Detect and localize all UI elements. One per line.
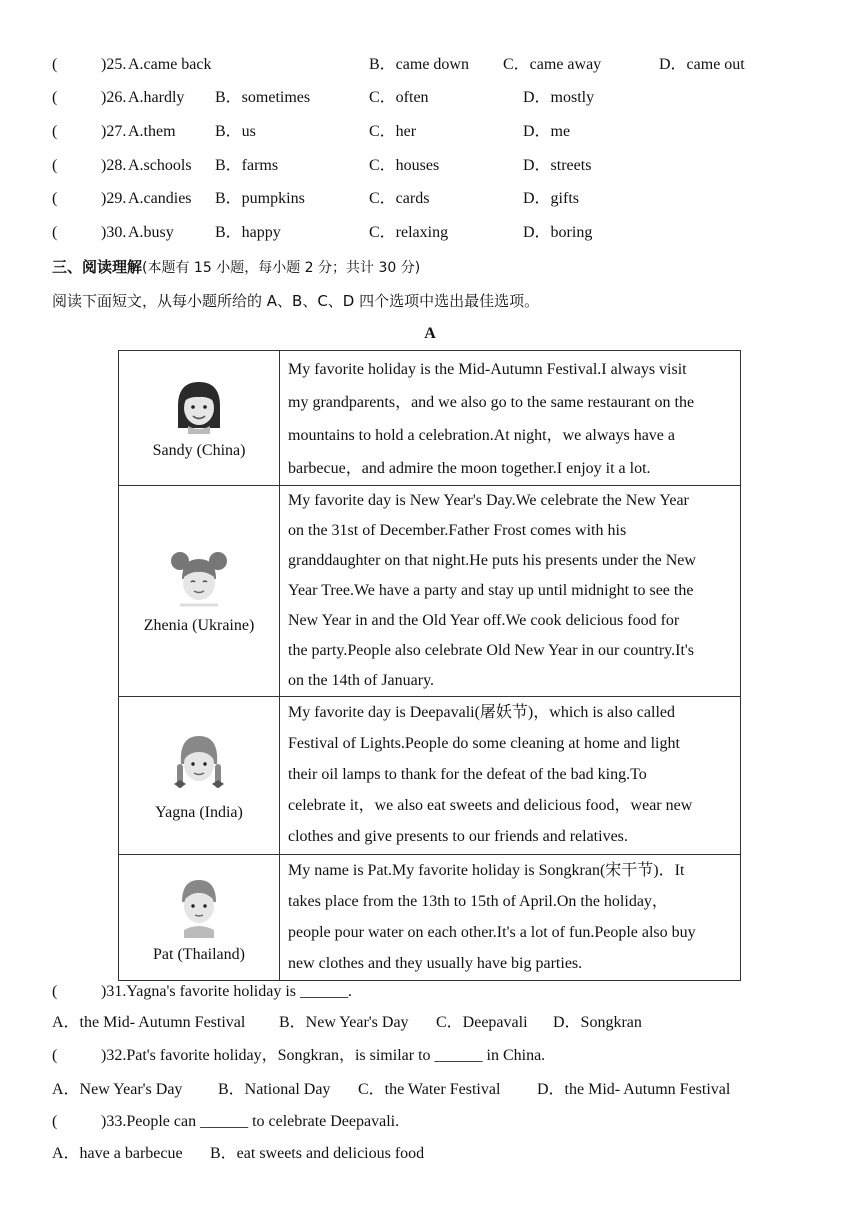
option-b: B．came down xyxy=(369,56,469,73)
passage-line: Year Tree.We have a party and stay up until midnight to see the xyxy=(288,582,694,599)
option-c: C．houses xyxy=(369,157,440,174)
option-c: C．her xyxy=(369,123,417,140)
option-c: C．cards xyxy=(369,190,430,207)
option-a: A.them xyxy=(128,123,176,140)
question-number: )29. xyxy=(101,190,127,207)
option-a: A.candies xyxy=(128,190,192,207)
option-a: A.schools xyxy=(128,157,192,174)
section-points: (本题有 15 小题，每小题 2 分；共计 30 分) xyxy=(142,260,421,276)
option-c: C．came away xyxy=(503,56,602,73)
passage-line: My favorite holiday is the Mid-Autumn Festival.I always visit xyxy=(288,361,687,378)
section-instruction: 阅读下面短文，从每小题所给的 A、B、C、D 四个选项中选出最佳选项。 xyxy=(52,292,540,310)
option-c: C．the Water Festival xyxy=(358,1081,501,1098)
option-b: B．pumpkins xyxy=(215,190,305,207)
option-d: D．me xyxy=(523,123,571,140)
passage-text xyxy=(280,486,741,697)
person-name: Pat (Thailand) xyxy=(153,945,245,963)
option-a: A.came back xyxy=(128,56,212,73)
question-number: )26. xyxy=(101,89,127,106)
passage-line: on the 14th of January. xyxy=(288,672,435,689)
passage-line: mountains to hold a celebration.At night，we always have a xyxy=(288,427,676,444)
person-cell xyxy=(119,855,280,981)
passage-line: My favorite day is Deepavali(屠妖节)，which is also called xyxy=(288,704,676,721)
reading-table xyxy=(118,350,741,981)
passage-line: My name is Pat.My favorite holiday is Songkran(宋干节)．It xyxy=(288,862,685,879)
answer-paren[interactable]: ( xyxy=(52,1113,58,1130)
option-b: B．eat sweets and delicious food xyxy=(210,1145,425,1162)
passage-line: New Year in and the Old Year off.We cook delicious food for xyxy=(288,612,680,629)
option-b: B．New Year's Day xyxy=(279,1014,409,1031)
option-d: D．the Mid- Autumn Festival xyxy=(537,1081,731,1098)
passage-line: takes place from the 13th to 15th of April.On the holiday， xyxy=(288,893,668,910)
option-b: B．National Day xyxy=(218,1081,331,1098)
option-b: B．happy xyxy=(215,224,281,241)
option-a: A．have a barbecue xyxy=(52,1145,183,1162)
passage-text xyxy=(280,855,741,981)
question-number: )30. xyxy=(101,224,127,241)
question-number: )25. xyxy=(101,56,127,73)
option-b: B．farms xyxy=(215,157,279,174)
question-stem: )31.Yagna's favorite holiday is ______. xyxy=(101,983,353,1000)
answer-paren[interactable]: ( xyxy=(52,983,58,1000)
option-a: A.busy xyxy=(128,224,174,241)
passage-line: barbecue，and admire the moon together.I enjoy it a lot. xyxy=(288,460,651,477)
table-row xyxy=(119,697,741,855)
option-a: A．New Year's Day xyxy=(52,1081,183,1098)
passage-line: on the 31st of December.Father Frost comes with his xyxy=(288,522,627,539)
answer-paren[interactable]: ( xyxy=(52,190,58,207)
passage-line: the party.People also celebrate Old New Year in our country.It's xyxy=(288,642,695,659)
person-name: Sandy (China) xyxy=(152,442,246,459)
boy-avatar-icon xyxy=(170,872,228,938)
girl-pigtails-avatar-icon xyxy=(168,547,230,609)
person-name: Zhenia (Ukraine) xyxy=(143,617,255,634)
option-a: A.hardly xyxy=(128,89,185,106)
passage-text xyxy=(280,697,741,855)
passage-line: their oil lamps to thank for the defeat of the bad king.To xyxy=(288,766,647,783)
passage-line: clothes and give presents to our friends and relatives. xyxy=(288,828,628,845)
option-d: D．Songkran xyxy=(553,1014,642,1031)
option-c: C．often xyxy=(369,89,429,106)
option-c: C．Deepavali xyxy=(436,1014,528,1031)
answer-paren[interactable]: ( xyxy=(52,123,58,140)
option-d: D．gifts xyxy=(523,190,580,207)
section-header xyxy=(52,257,420,278)
passage-line: Festival of Lights.People do some cleaning at home and light xyxy=(288,735,680,752)
question-stem: )33.People can ______ to celebrate Deepavali. xyxy=(101,1113,400,1130)
option-b: B．us xyxy=(215,123,256,140)
girl-braids-avatar-icon xyxy=(169,730,229,796)
section-title: 三、阅读理解 xyxy=(52,258,143,276)
person-cell xyxy=(119,697,280,855)
answer-paren[interactable]: ( xyxy=(52,89,58,106)
person-cell xyxy=(119,486,280,697)
passage-label: A xyxy=(424,325,436,342)
option-c: C．relaxing xyxy=(369,224,449,241)
option-b: B．sometimes xyxy=(215,89,311,106)
answer-paren[interactable]: ( xyxy=(52,224,58,241)
passage-line: celebrate it，we also eat sweets and delicious food，wear new xyxy=(288,797,693,814)
girl-bangs-avatar-icon xyxy=(170,376,228,434)
answer-paren[interactable]: ( xyxy=(52,56,58,73)
question-number: )28. xyxy=(101,157,127,174)
person-cell xyxy=(119,351,280,486)
table-row xyxy=(119,351,741,486)
table-row xyxy=(119,486,741,697)
passage-text xyxy=(280,351,741,486)
passage-line: granddaughter on that night.He puts his presents under the New xyxy=(288,552,696,569)
option-a: A．the Mid- Autumn Festival xyxy=(52,1014,246,1031)
option-d: D．boring xyxy=(523,224,593,241)
table-row xyxy=(119,855,741,981)
passage-line: My favorite day is New Year's Day.We celebrate the New Year xyxy=(288,492,689,509)
question-stem: )32.Pat's favorite holiday，Songkran，is similar to ______ in China. xyxy=(101,1047,546,1064)
passage-line: new clothes and they usually have big parties. xyxy=(288,955,583,972)
option-d: D．mostly xyxy=(523,89,595,106)
answer-paren[interactable]: ( xyxy=(52,157,58,174)
person-name: Yagna (India) xyxy=(155,803,243,821)
option-d: D．streets xyxy=(523,157,592,174)
question-number: )27. xyxy=(101,123,127,140)
passage-line: my grandparents，and we also go to the same restaurant on the xyxy=(288,394,695,411)
passage-line: people pour water on each other.It's a lot of fun.People also buy xyxy=(288,924,696,941)
option-d: D．came out xyxy=(659,56,745,73)
answer-paren[interactable]: ( xyxy=(52,1047,58,1064)
